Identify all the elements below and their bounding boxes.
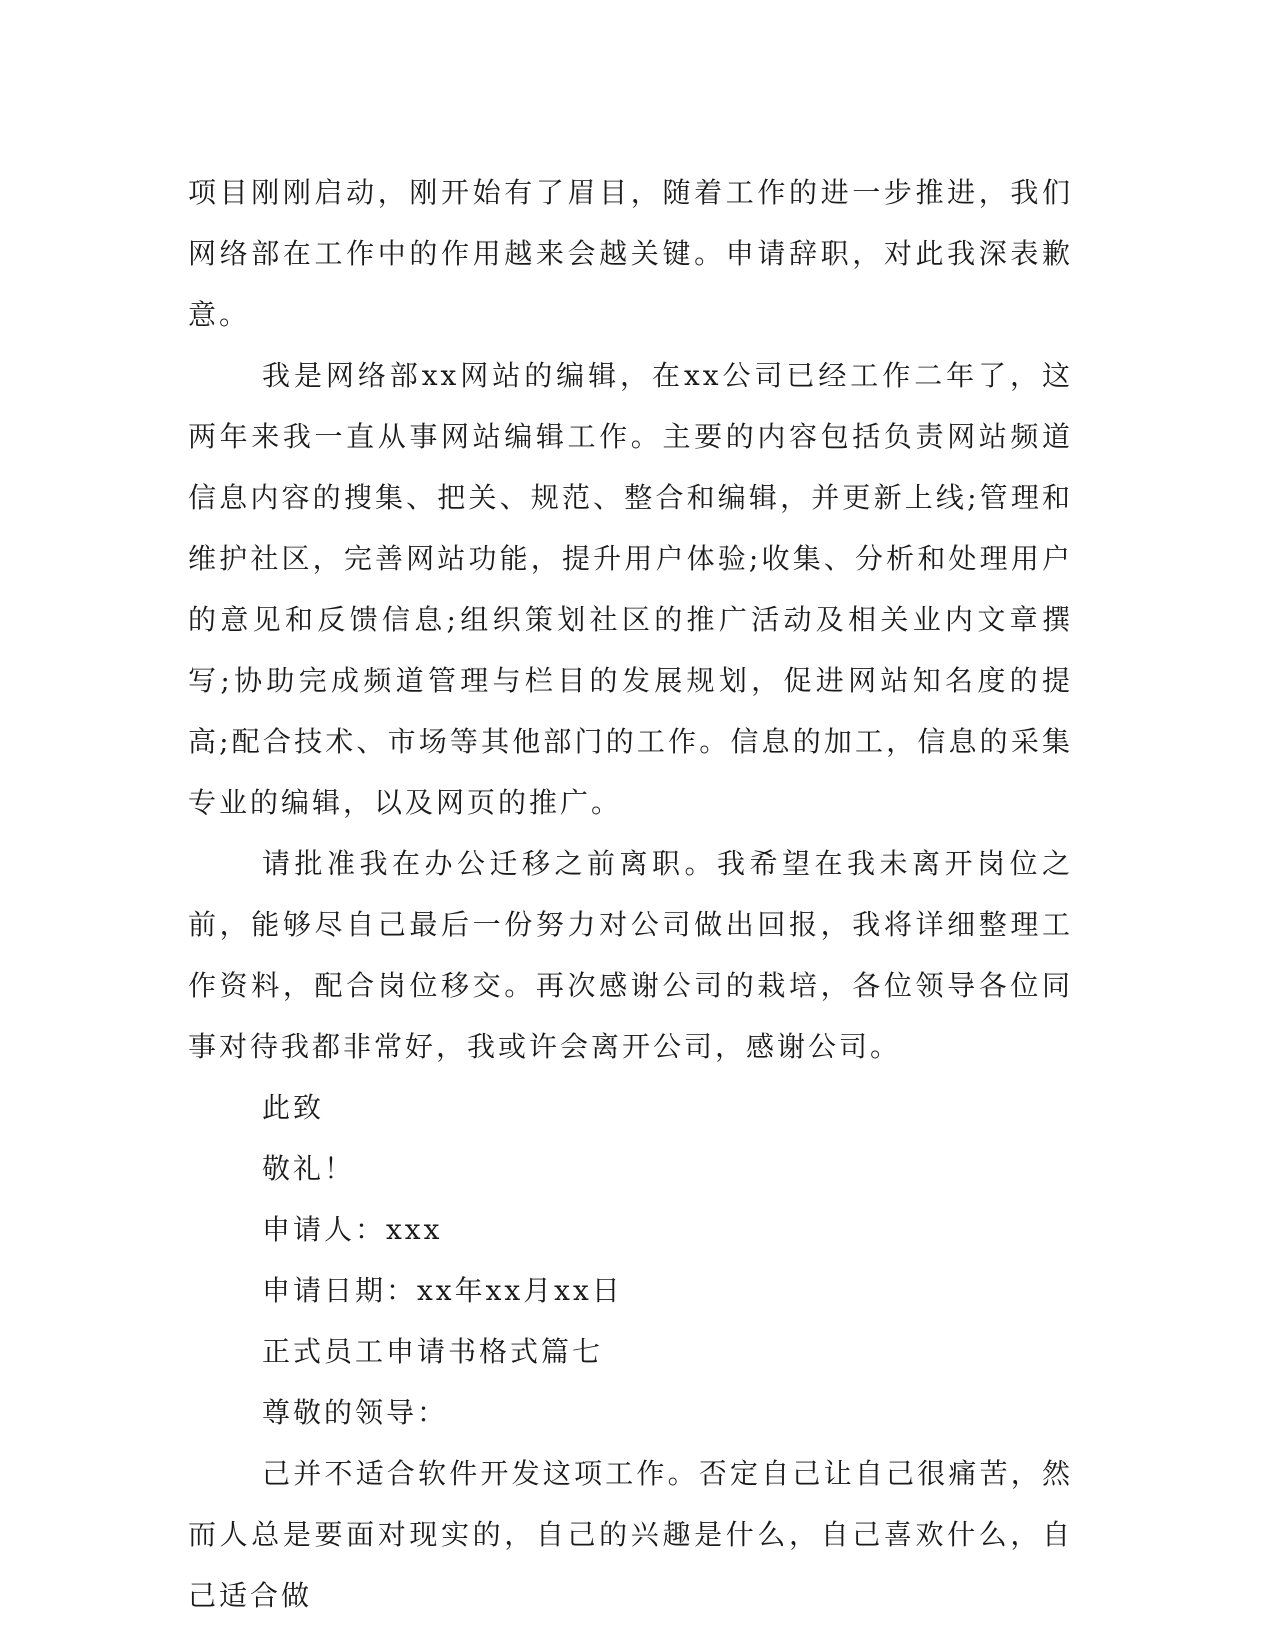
closing-line: 此致 [262, 1091, 325, 1124]
date-line: 申请日期：xx年xx月xx日 [262, 1274, 623, 1307]
greeting-line: 尊敬的领导： [262, 1396, 449, 1429]
paragraph-job-description: 我是网络部xx网站的编辑，在xx公司已经工作二年了，这两年来我一直从事网站编辑工作。主要的内容包括负责网站频道信息内容的搜集、把关、规范、整合和编辑，并更新上线;管理和维护社区，完善网站功能，提升用户体验;收集、分析和处理用户的意见和反馈信息;组织策划社区的推广活动及相关业内文章撰写;协助完成频道管理与栏目的发展规划，促进网站知名度的提高;配合技术、市场等其他部门的工作。信息的加工，信息的采集专业的编辑，以及网页的推广。 [188, 359, 1073, 819]
paragraph-project-start: 项目刚刚启动，刚开始有了眉目，随着工作的进一步推进，我们网络部在工作中的作用越来会越关键。申请辞职，对此我深表歉意。 [188, 176, 1073, 331]
section-title: 正式员工申请书格式篇七 [262, 1335, 604, 1368]
paragraph-resignation-request: 请批准我在办公迁移之前离职。我希望在我未离开岗位之前，能够尽自己最后一份努力对公司做出回报，我将详细整理工作资料，配合岗位移交。再次感谢公司的栽培，各位领导各位同事对待我都非常好，我或许会离开公司，感谢公司。 [188, 847, 1073, 1063]
document-body [188, 162, 1073, 1626]
applicant-line: 申请人：xxx [262, 1213, 443, 1246]
paragraph-self-reflection: 己并不适合软件开发这项工作。否定自己让自己很痛苦，然而人总是要面对现实的，自己的兴趣是什么，自己喜欢什么，自己适合做 [188, 1457, 1073, 1612]
salute-line: 敬礼！ [262, 1152, 356, 1185]
